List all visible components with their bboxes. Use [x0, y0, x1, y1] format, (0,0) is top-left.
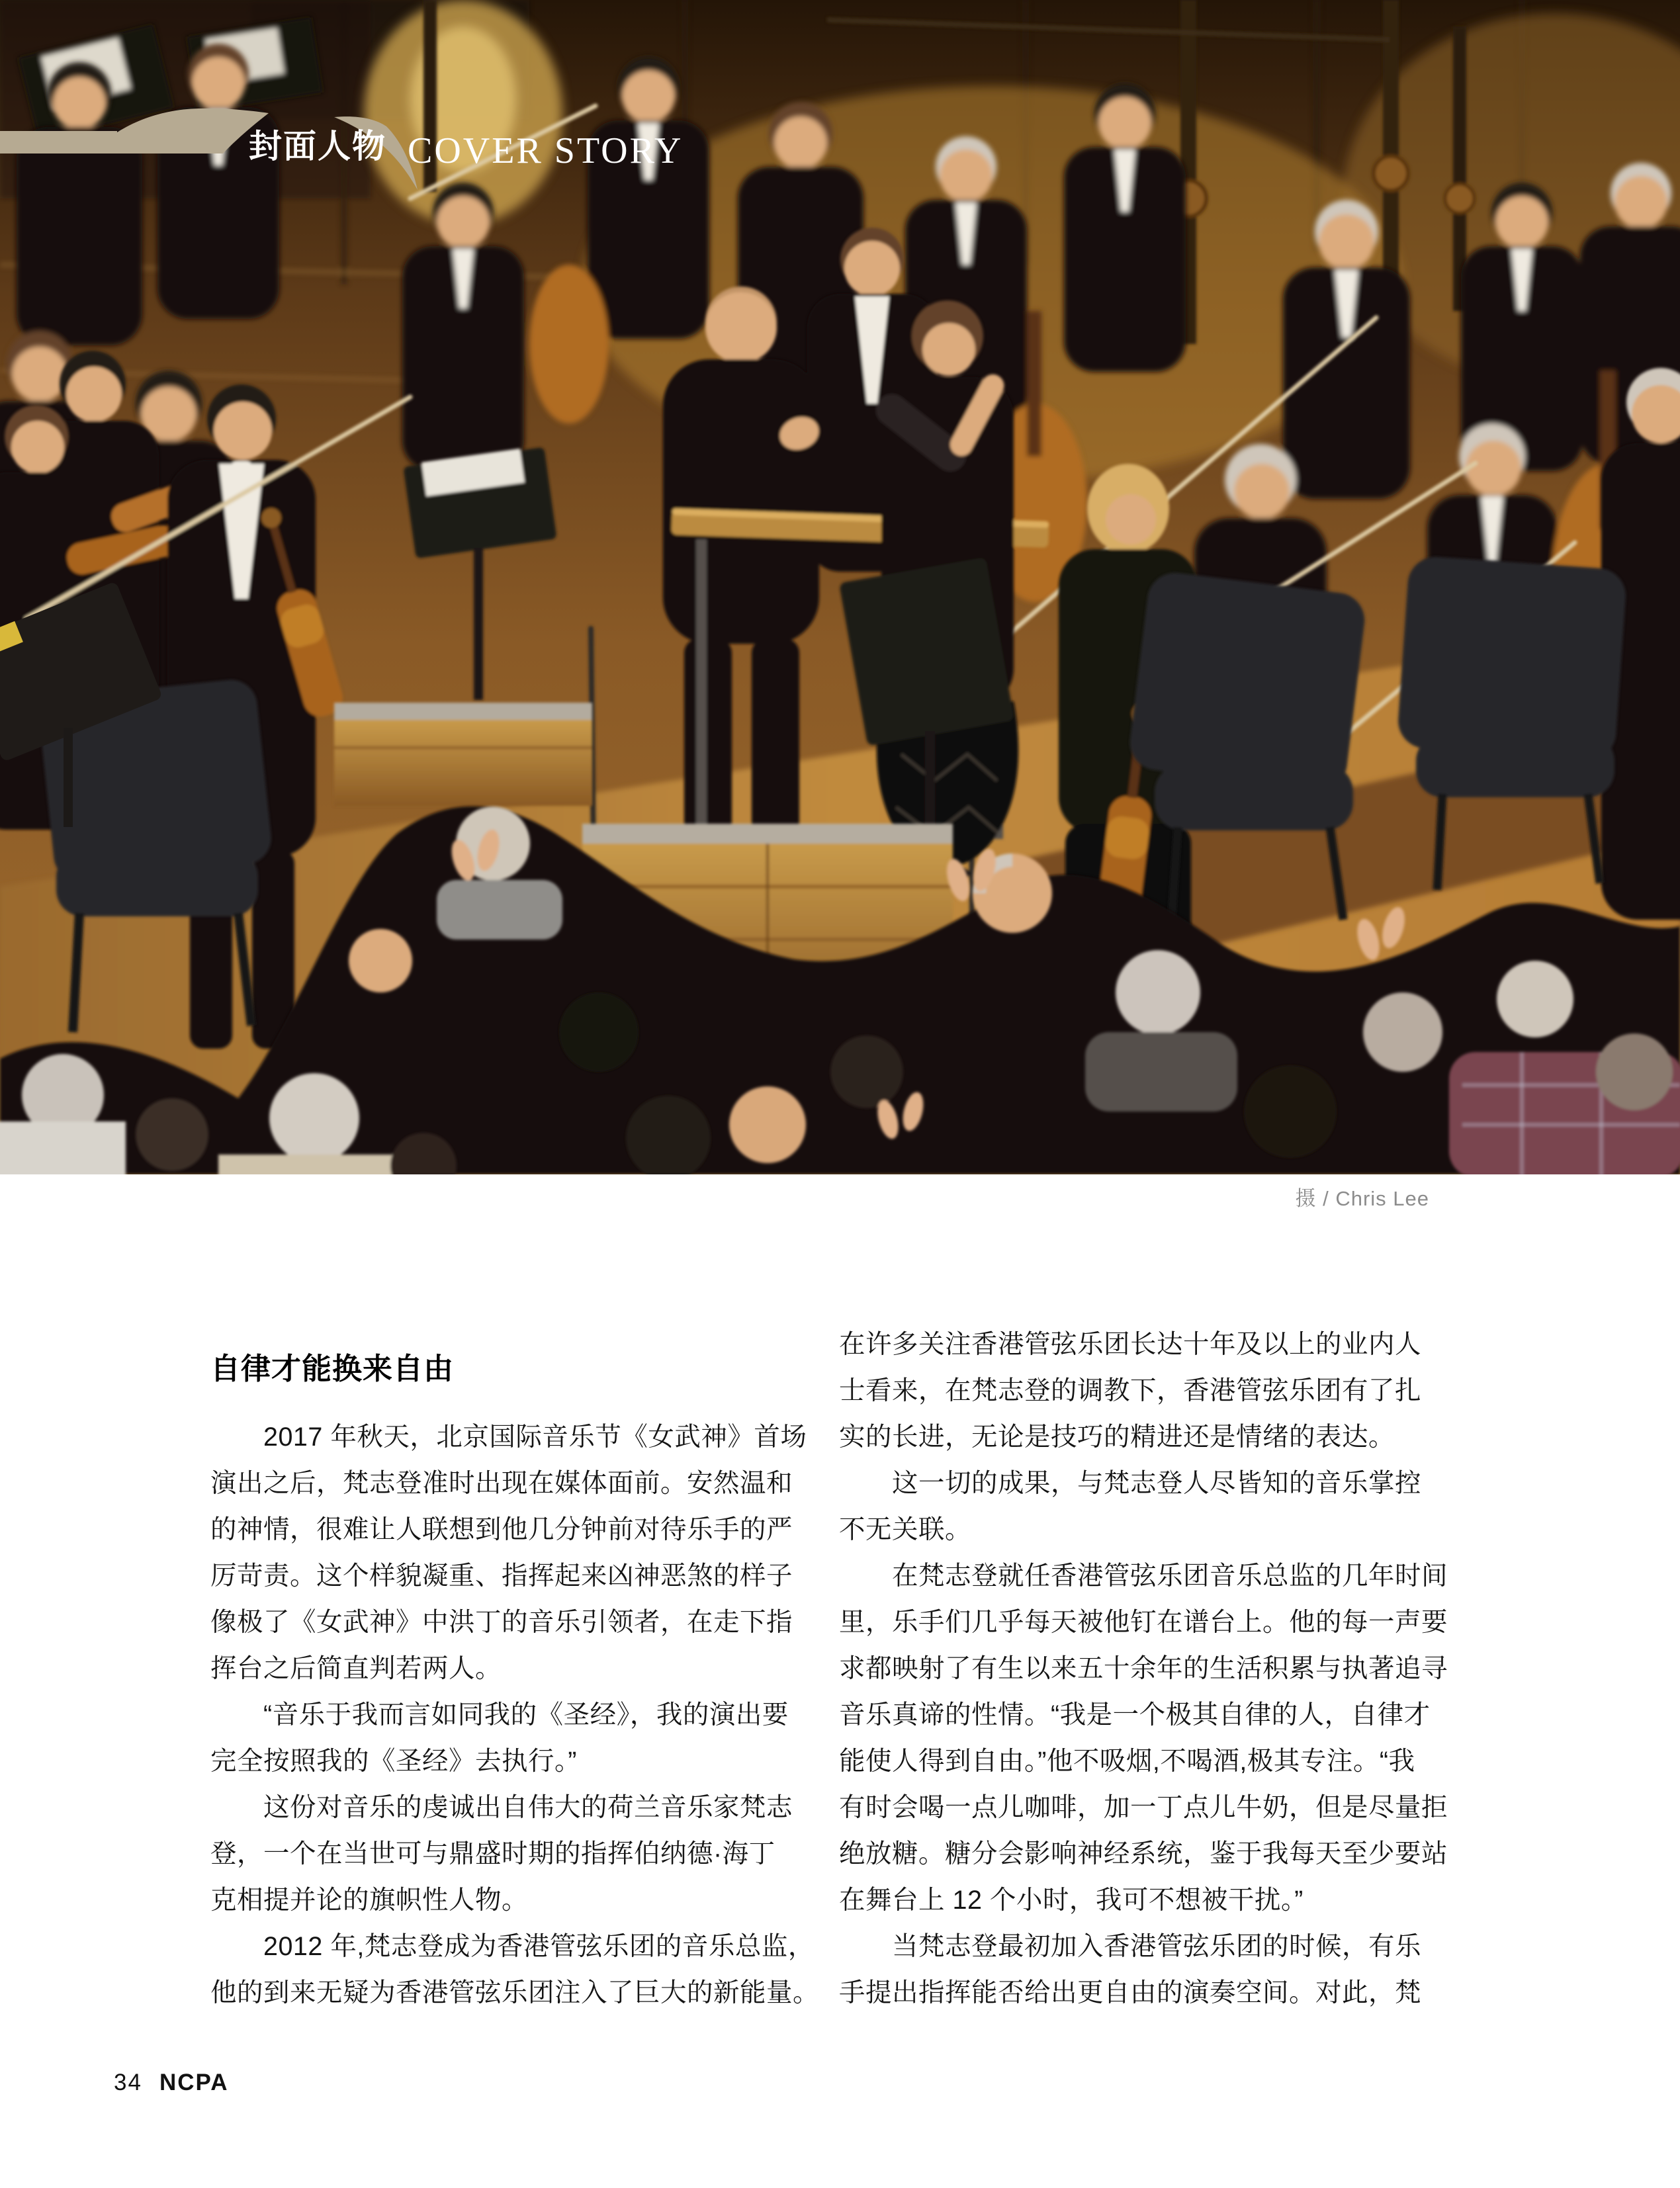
article-line: 他的到来无疑为香港管弦乐团注入了巨大的新能量。	[210, 1978, 819, 2007]
article-line: 音乐真谛的性情。“我是一个极其自律的人，自律才	[839, 1700, 1431, 1729]
banner-leaf-shape	[117, 109, 269, 153]
article-line: 的神情，很难让人联想到他几分钟前对待乐手的严	[210, 1515, 793, 1544]
article-line: 手提出指挥能否给出更自由的演奏空间。对此，梵	[839, 1978, 1421, 2007]
article-line: 在梵志登就任香港管弦乐团音乐总监的几年时间	[839, 1561, 1448, 1591]
article-line: 在舞台上 12 个小时，我可不想被干扰。”	[839, 1886, 1304, 1915]
article-line: “音乐于我而言如同我的《圣经》，我的演出要	[210, 1700, 789, 1729]
article-title: 自律才能换来自由	[210, 1352, 455, 1386]
article-line: 实的长进，无论是技巧的精进还是情绪的表达。	[839, 1422, 1395, 1452]
section-banner	[0, 106, 1680, 198]
section-title-cn: 封面人物	[249, 128, 386, 165]
article-line: 演出之后，梵志登准时出现在媒体面前。安然温和	[210, 1469, 793, 1498]
article-line: 克相提并论的旗帜性人物。	[210, 1886, 528, 1915]
article-line: 这份对音乐的虔诚出自伟大的荷兰音乐家梵志	[210, 1793, 793, 1822]
article-line: 士看来，在梵志登的调教下，香港管弦乐团有了扎	[839, 1376, 1421, 1405]
section-title-en: COVER STORY	[408, 130, 684, 171]
article-line: 完全按照我的《圣经》去执行。”	[210, 1747, 577, 1776]
section-banner-art	[0, 106, 1680, 198]
article-line: 当梵志登最初加入香港管弦乐团的时候，有乐	[839, 1932, 1421, 1961]
article-line: 像极了《女武神》中洪丁的音乐引领者，在走下指	[210, 1608, 793, 1637]
photo-credit: 摄 / Chris Lee	[1295, 1187, 1429, 1210]
article-line: 有时会喝一点儿咖啡，加一丁点儿牛奶，但是尽量拒	[839, 1793, 1448, 1822]
banner-strip	[0, 131, 117, 153]
page-number: 34	[114, 2070, 142, 2095]
article-line: 2017 年秋天，北京国际音乐节《女武神》首场	[210, 1422, 807, 1452]
article-line: 在许多关注香港管弦乐团长达十年及以上的业内人	[839, 1330, 1421, 1359]
article-line: 厉苛责。这个样貌凝重、指挥起来凶神恶煞的样子	[210, 1561, 793, 1591]
article-line: 不无关联。	[839, 1515, 971, 1544]
magazine-brand: NCPA	[159, 2070, 229, 2095]
article-column-left	[210, 1414, 819, 2016]
article-line: 求都映射了有生以来五十余年的生活积累与执著追寻	[839, 1654, 1448, 1683]
article-line: 里，乐手们几乎每天被他钉在谱台上。他的每一声要	[839, 1608, 1448, 1637]
article-column-right	[839, 1321, 1448, 2016]
article-line: 2012 年,梵志登成为香港管弦乐团的音乐总监，	[210, 1932, 815, 1961]
article-line: 登，一个在当世可与鼎盛时期的指挥伯纳德·海丁	[210, 1839, 775, 1868]
article-line: 能使人得到自由。”他不吸烟,不喝酒,极其专注。“我	[839, 1747, 1415, 1776]
article-line: 挥台之后简直判若两人。	[210, 1654, 502, 1683]
article-line: 这一切的成果，与梵志登人尽皆知的音乐掌控	[839, 1469, 1421, 1498]
page-footer	[114, 2070, 229, 2096]
article-line: 绝放糖。糖分会影响神经系统，鉴于我每天至少要站	[839, 1839, 1448, 1868]
